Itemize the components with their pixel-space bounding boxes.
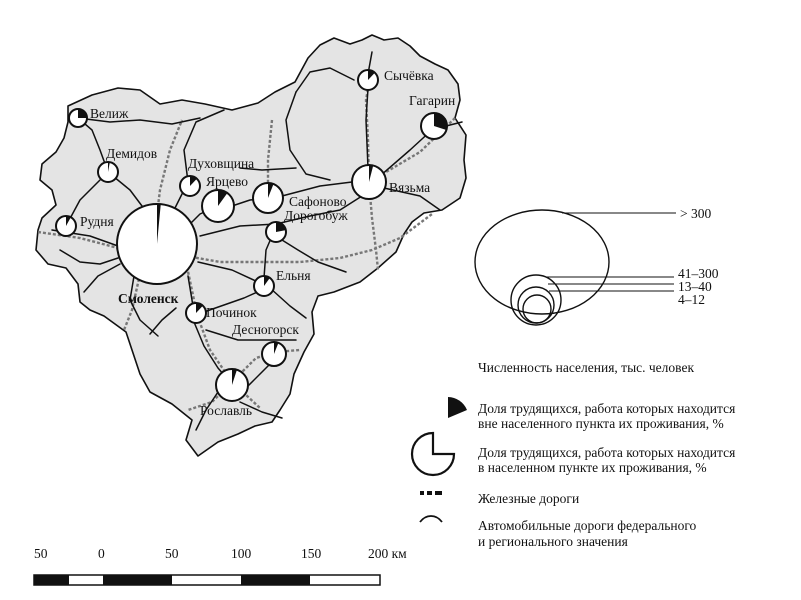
city-label: Духовщина [188,156,255,171]
out-share-line2: вне населенного пункта их проживания, % [478,416,724,431]
city-label: Демидов [106,146,158,161]
scale-tick-label: 150 [301,546,322,561]
railway-symbol [420,491,442,495]
size-legend [475,210,609,325]
railway-label: Железные дороги [478,491,580,506]
size-class-label: 13–40 [678,279,712,294]
in-share-line2: в населенном пункте их проживания, % [478,460,707,475]
city-label: Починок [206,305,257,320]
size-class-label: 41–300 [678,266,719,281]
size-circle-large [475,210,609,314]
scale-bar [34,575,380,585]
city-label: Смоленск [118,291,179,306]
smolensk-region-shape [36,35,466,456]
city-label: Рудня [80,214,114,229]
size-circle-smallest [523,295,551,323]
in-share-line1: Доля трудящихся, работа которых находится [478,445,736,460]
scale-tick-label: 100 [231,546,252,561]
city-label: Сафоново [289,194,347,209]
city-label: Дорогобуж [284,208,348,223]
out-share-line1: Доля трудящихся, работа которых находится [478,401,736,416]
roads-line1: Автомобильные дороги федерального [478,518,697,533]
scale-tick-label: 200 км [368,546,407,561]
scale-tick-label: 50 [34,546,48,561]
city-label: Вязьма [389,180,431,195]
scale-tick-label: 0 [98,546,105,561]
size-legend-title: Численность населения, тыс. человек [478,360,695,375]
road-symbol [420,516,442,522]
scale-tick-label: 50 [165,546,179,561]
city-label: Ельня [276,268,311,283]
city-label: Гагарин [409,93,456,108]
city-label: Десногорск [232,322,299,337]
city-label: Ярцево [206,174,249,189]
city-label: Рославль [200,403,253,418]
city-label: Сычёвка [384,68,434,83]
size-class-label: 4–12 [678,292,705,307]
roads-line2: и регионального значения [478,534,628,549]
size-legend-leaders [546,213,676,291]
size-class-label: > 300 [680,206,712,221]
in-share-symbol [412,433,454,475]
out-share-symbol [448,397,467,418]
city-label: Велиж [90,106,129,121]
